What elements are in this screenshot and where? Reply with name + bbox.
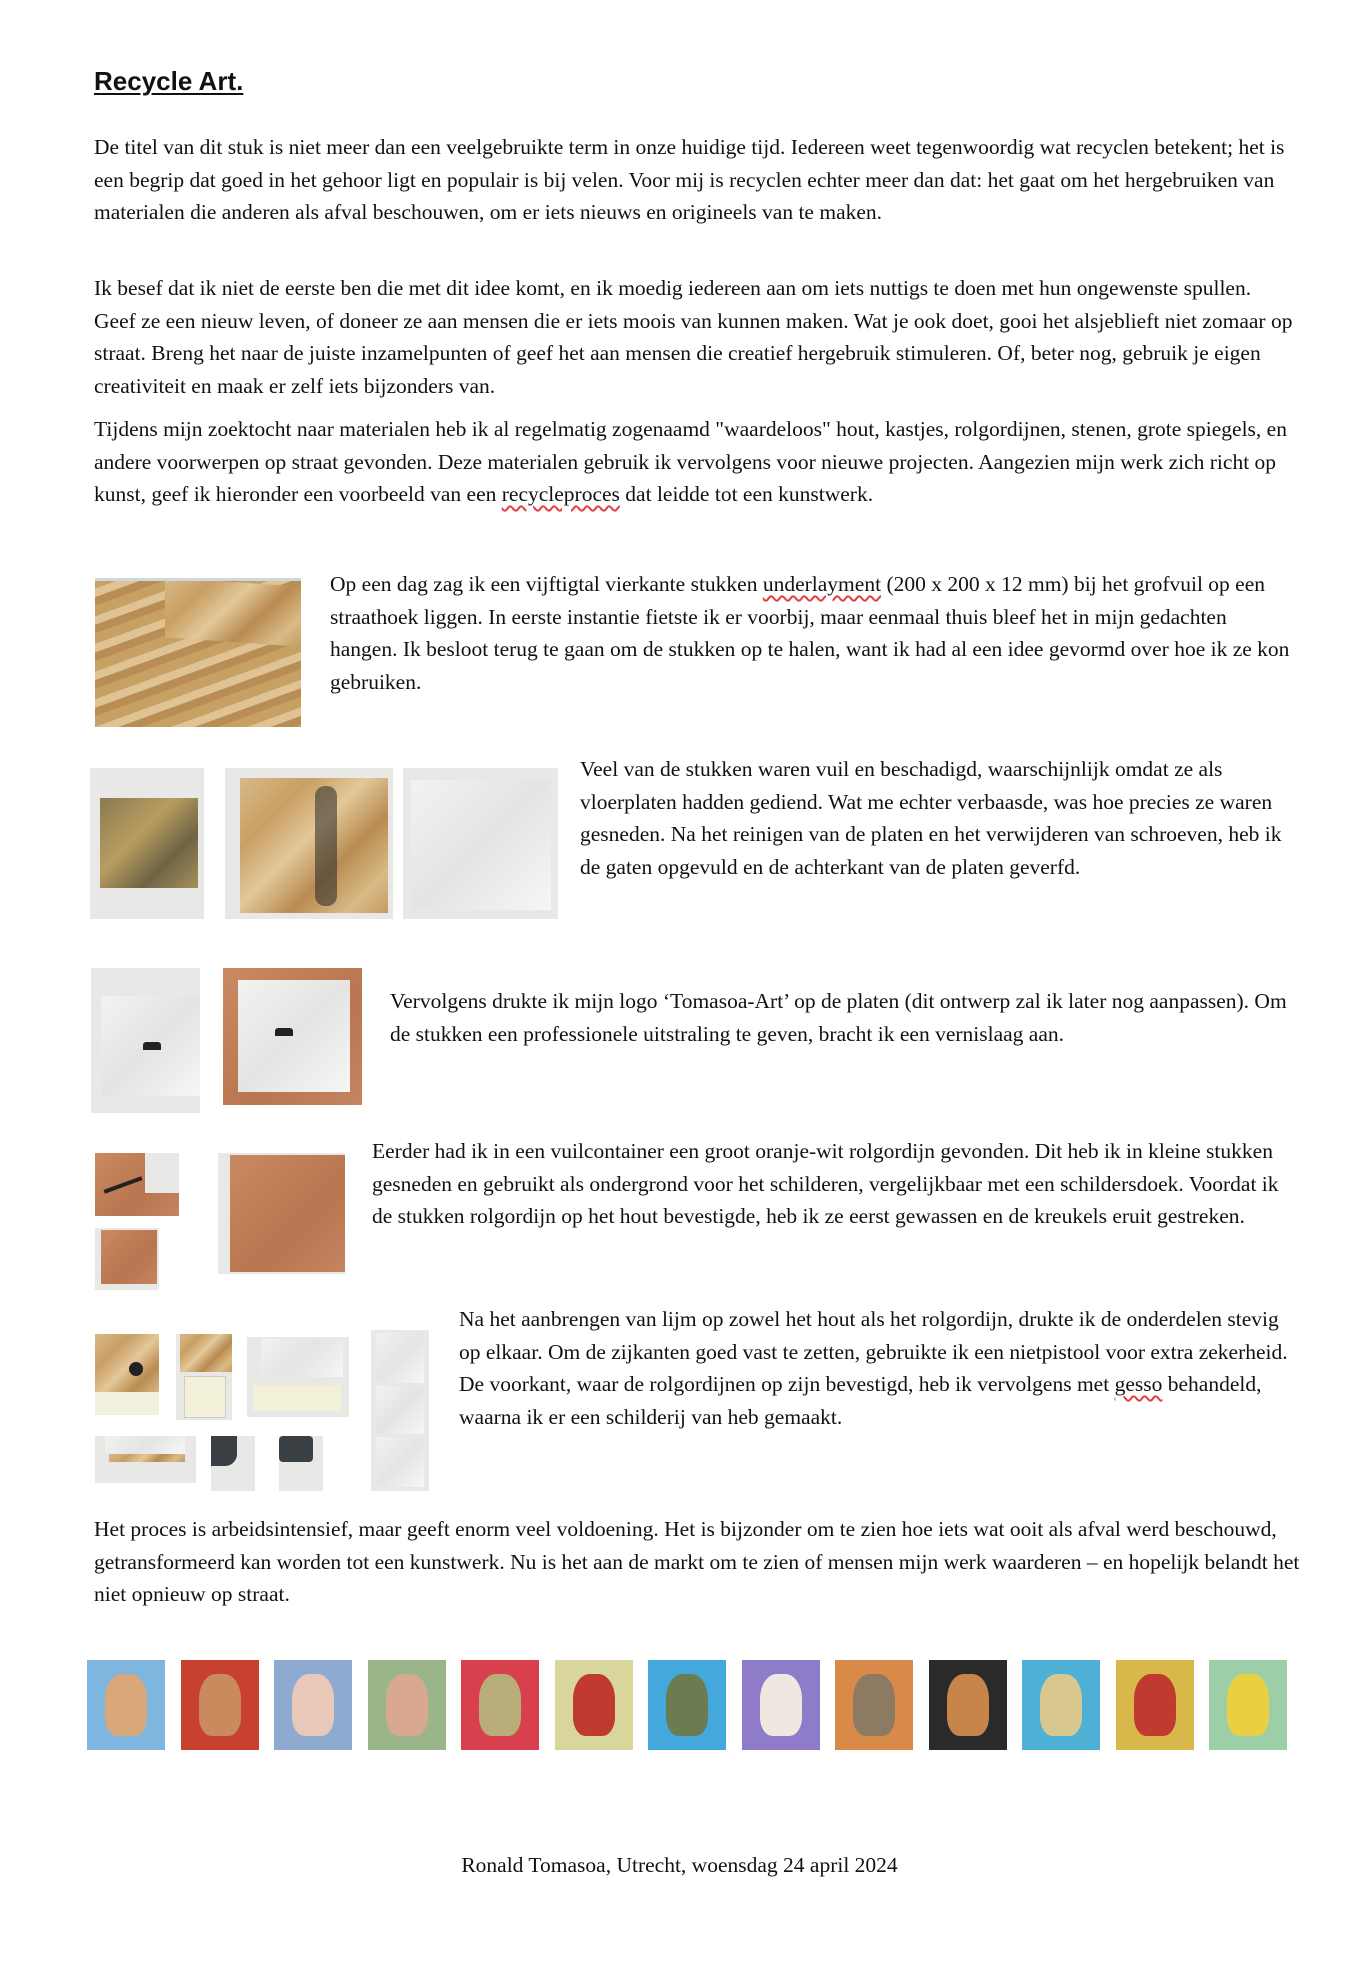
painting-fish-black [929, 1660, 1007, 1750]
painting-portrait-girl-blonde [87, 1660, 165, 1750]
photo-blind-piece [95, 1228, 159, 1290]
painting-portrait-baby-red [181, 1660, 259, 1750]
painting-subject [479, 1674, 521, 1736]
photo-osb-stack [95, 578, 301, 727]
intro-paragraph-1: De titel van dit stuk is niet meer dan een veelgebruikte term in onze huidige tijd. Iedereen weet tegenwoordig wat recyclen betekent; het is een begrip dat goed in het gehoor ligt en populair is bij velen. Voor mij is recyclen echter meer dan dat: het gaat om het hergebruiken van materialen die anderen als afval beschouwen, om er iets nieuws en origineels van te maken. [94, 135, 1285, 224]
stain-shape [315, 786, 337, 906]
painting-circles-abstract [1116, 1660, 1194, 1750]
spellcheck-flagged-word[interactable]: recycleproces [501, 482, 620, 506]
board-shape [240, 778, 388, 913]
painting-subject [853, 1674, 895, 1736]
blind-shape [230, 1155, 345, 1272]
paper-shape [145, 1153, 179, 1193]
board-edge [109, 1454, 185, 1462]
painting-subject [199, 1674, 241, 1736]
painting-abstract-blue [648, 1660, 726, 1750]
photo-applying-glue [95, 1334, 159, 1415]
author-signature: Ronald Tomasoa, Utrecht, woensdag 24 april 2024 [461, 1853, 898, 1877]
painting-cow-purple [742, 1660, 820, 1750]
logo-icon [143, 1042, 161, 1050]
conclusion-paragraph: Het proces is arbeidsintensief, maar geeft enorm veel voldoening. Het is bijzonder om te zien hoe iets wat ooit als afval werd beschouwd, getransformeerd kan worden tot een kunstwerk. Nu is het aan de markt om te zien of mensen mijn werk waarderen – en hopelijk belandt het niet opnieuw op straat. [94, 1517, 1300, 1606]
board-shape [376, 1386, 424, 1434]
page-title: Recycle Art. [94, 66, 244, 96]
painting-subject [1227, 1674, 1269, 1736]
board-shape [261, 1339, 343, 1377]
spellcheck-flagged-word[interactable]: underlayment [762, 572, 882, 596]
board-shape [411, 780, 551, 910]
photo-stapler-2 [279, 1436, 323, 1491]
photo-side-view [95, 1436, 196, 1483]
painting-sheep-orange [835, 1660, 913, 1750]
photo-varnished-board [223, 968, 362, 1105]
board-shape [376, 1333, 424, 1383]
photo-stack-of-three [371, 1330, 429, 1491]
logo-icon [275, 1028, 293, 1036]
photo-board-with-logo [91, 968, 200, 1113]
painting-subject [666, 1674, 708, 1736]
blind-shape [253, 1385, 341, 1411]
scissors-shape [104, 1176, 143, 1193]
stapler-shape [279, 1436, 313, 1462]
intro-paragraph-3: Tijdens mijn zoektocht naar materialen heb ik al regelmatig zogenaamd "waardeloos" hout, kastjes, rolgordijnen, stenen, grote spiegels, en andere voorwerpen op straat gevonden. Deze materialen gebruik ik vervolgens voor nieuwe projecten. Aangezien mijn werk zich richt op kunst, geef ik hieronder een voorbeeld van een recycleproces dat leidde tot een kunstwerk. [94, 417, 1287, 506]
photo-cutting-blind [95, 1153, 179, 1216]
photo-dirty-board [90, 768, 204, 919]
board-shape [180, 1334, 232, 1372]
painting-subject [386, 1674, 428, 1736]
painting-fish-blue [1022, 1660, 1100, 1750]
painting-subject [573, 1674, 615, 1736]
painting-portrait-woman-hand [368, 1660, 446, 1750]
brush-shape [129, 1362, 143, 1376]
painting-subject [105, 1674, 147, 1736]
board-shape [238, 980, 350, 1092]
photo-painted-board [403, 768, 558, 919]
board-shape [376, 1437, 424, 1487]
board-shape [105, 1436, 185, 1454]
painting-family-figures [555, 1660, 633, 1750]
painting-subject [1040, 1674, 1082, 1736]
photo-filled-board [225, 768, 393, 919]
painting-shapes-abstract [1209, 1660, 1287, 1750]
blind-shape [184, 1376, 226, 1418]
board-shape [100, 798, 198, 888]
painting-subject [947, 1674, 989, 1736]
photo-flattened-blind [218, 1153, 345, 1274]
step-3-paragraph: Vervolgens drukte ik mijn logo ‘Tomasoa-Art’ op de platen (dit ontwerp zal ik later nog aanpassen). Om de stukken een professionele uitstraling te geven, bracht ik een vernislaag aan. [390, 989, 1287, 1046]
step-4-paragraph: Eerder had ik in een vuilcontainer een groot oranje-wit rolgordijn gevonden. Dit heb ik in kleine stukken gesneden en gebruikt als ondergrond voor het schilderen, vergelijkbaar met een schildersdoek. Voordat ik de stukken rolgordijn op het hout bevestigde, heb ik ze eerst gewassen en de kreukels eruit gestreken. [372, 1139, 1279, 1228]
step-5-paragraph: Na het aanbrengen van lijm op zowel het hout als het rolgordijn, drukte ik de onderdelen stevig op elkaar. Om de zijkanten goed vast te zetten, gebruikte ik een nietpistool voor extra zekerheid. De voorkant, waar de rolgordijnen op zijn bevestigd, heb ik vervolgens met gesso behandeld, waarna ik er een schilderij van heb gemaakt. [459, 1307, 1288, 1429]
intro-paragraph-2: Ik besef dat ik niet de eerste ben die met dit idee komt, en ik moedig iedereen aan om iets nuttigs te doen met hun ongewenste spullen. Geef ze een nieuw leven, of doneer ze aan mensen die er iets moois van kunnen maken. Wat je ook doet, gooi het alsjeblieft niet zomaar op straat. Breng het naar de juiste inzamelpunten of geef het aan mensen die creatief hergebruik stimuleren. Of, beter nog, gebruik je eigen creativiteit en maak er zelf iets bijzonders van. [94, 276, 1293, 398]
spellcheck-flagged-word[interactable]: gesso [1114, 1372, 1163, 1396]
step-1-paragraph: Op een dag zag ik een vijftigtal vierkante stukken underlayment (200 x 200 x 12 mm) bij het grofvuil op een straathoek liggen. In eerste instantie fietste ik er voorbij, maar eenmaal thuis bleef het in mijn gedachten hangen. Ik besloot terug te gaan om de stukken op te halen, want ik had al een idee gevormd over hoe ik ze kon gebruiken. [330, 572, 1290, 694]
step-2-paragraph: Veel van de stukken waren vuil en beschadigd, waarschijnlijk omdat ze als vloerplaten hadden gediend. Wat me echter verbaasde, was hoe precies ze waren gesneden. Na het reinigen van de platen en het verwijderen van schroeven, heb ik de gaten opgevuld en de achterkant van de platen geverfd. [580, 757, 1282, 879]
stapler-shape [211, 1436, 237, 1466]
board-shape [165, 578, 301, 647]
photo-stapler-1 [211, 1436, 255, 1491]
blind-shape [95, 1392, 159, 1415]
painting-subject [292, 1674, 334, 1736]
photo-edge [95, 578, 301, 581]
painting-portrait-toddler-dress [274, 1660, 352, 1750]
painting-subject [1134, 1674, 1176, 1736]
painting-silhouette-girl [461, 1660, 539, 1750]
blind-shape [101, 1230, 157, 1284]
photo-joining-parts [247, 1337, 349, 1417]
photo-pressing-board [176, 1334, 232, 1420]
painting-subject [760, 1674, 802, 1736]
